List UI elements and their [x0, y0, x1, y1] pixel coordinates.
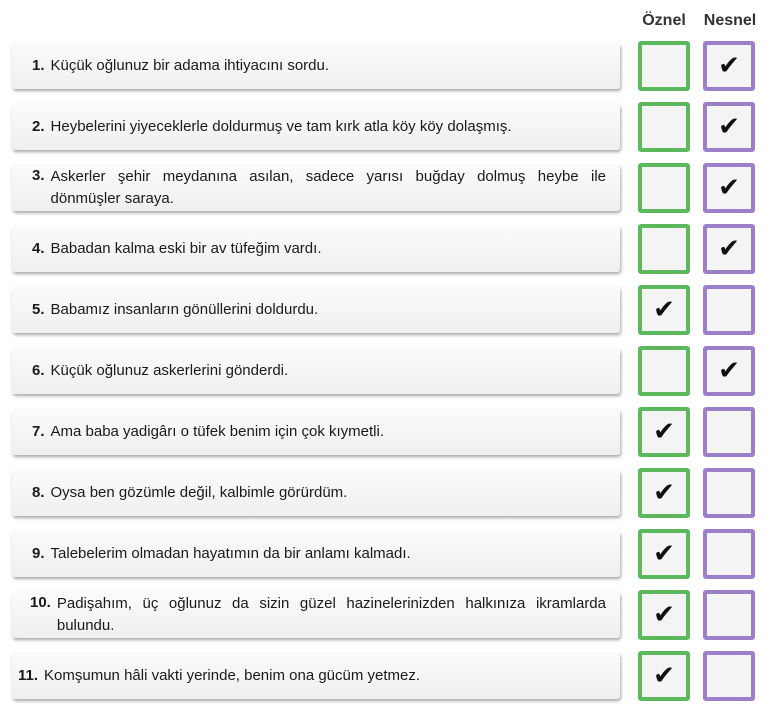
nesnel-checkbox[interactable]: [703, 407, 755, 457]
statement-text-box: [12, 531, 620, 577]
statement-text-box: [12, 592, 620, 638]
nesnel-checkbox[interactable]: [703, 590, 755, 640]
statement-text-box: [12, 470, 620, 516]
oznel-checkbox[interactable]: ✔: [638, 407, 690, 457]
statement-row: [0, 468, 771, 524]
statement-text-box: [12, 43, 620, 89]
statement-number: 8.: [32, 484, 45, 501]
nesnel-checkbox[interactable]: [703, 468, 755, 518]
nesnel-checkbox[interactable]: ✔: [703, 41, 755, 91]
statement-row: [0, 163, 771, 219]
statement-number: 3.: [32, 167, 45, 184]
statement-text-box: [12, 409, 620, 455]
statement-row: [0, 529, 771, 585]
statement-number: 7.: [32, 423, 45, 440]
statement-number: 10.: [30, 594, 51, 611]
statement-text-box: [12, 653, 620, 699]
oznel-checkbox[interactable]: [638, 346, 690, 396]
column-header-oznel: Öznel: [642, 12, 686, 29]
statement-row: [0, 407, 771, 463]
statement-number: 2.: [32, 118, 45, 135]
statement-text: Oysa ben gözümle değil, kalbimle görürdüm.: [50, 484, 348, 501]
statement-row: [0, 224, 771, 280]
statement-number: 4.: [32, 240, 45, 257]
statement-text: Komşumun hâli vakti yerinde, benim ona gücüm yetmez.: [44, 667, 421, 684]
oznel-checkbox[interactable]: [638, 41, 690, 91]
statement-number: 9.: [32, 545, 45, 562]
statement-row: [0, 285, 771, 341]
nesnel-checkbox[interactable]: [703, 285, 755, 335]
oznel-checkbox[interactable]: ✔: [638, 285, 690, 335]
nesnel-checkbox[interactable]: ✔: [703, 224, 755, 274]
statement-row: [0, 590, 771, 646]
statement-text-box: [12, 226, 620, 272]
statement-number: 5.: [32, 301, 45, 318]
statement-text: Padişahım, üç oğlunuz da sizin güzel hazinelerinizden halkınıza ikramlarda bulundu.: [56, 595, 606, 634]
nesnel-checkbox[interactable]: [703, 651, 755, 701]
nesnel-checkbox[interactable]: ✔: [703, 163, 755, 213]
oznel-checkbox[interactable]: ✔: [638, 590, 690, 640]
nesnel-checkbox[interactable]: ✔: [703, 346, 755, 396]
statement-number: 1.: [32, 57, 45, 74]
statement-row: [0, 651, 771, 707]
statement-row: [0, 102, 771, 158]
oznel-checkbox[interactable]: ✔: [638, 651, 690, 701]
statement-text: Ama baba yadigârı o tüfek benim için çok kıymetli.: [50, 423, 385, 440]
statement-text: Talebelerim olmadan hayatımın da bir anlamı kalmadı.: [50, 545, 411, 562]
statement-text: Askerler şehir meydanına asılan, sadece yarısı buğday dolmuş heybe ile dönmüşler saraya.: [50, 168, 606, 207]
statement-text-box: [12, 165, 620, 211]
column-header-nesnel: Nesnel: [703, 12, 757, 29]
statement-text-box: [12, 104, 620, 150]
statement-number: 11.: [18, 667, 39, 684]
statement-number: 6.: [32, 362, 45, 379]
statement-text: Heybelerini yiyeceklerle doldurmuş ve tam kırk atla köy köy dolaşmış.: [50, 118, 512, 135]
statement-text: Babamız insanların gönüllerini doldurdu.: [50, 301, 319, 318]
oznel-checkbox[interactable]: [638, 224, 690, 274]
oznel-checkbox[interactable]: ✔: [638, 468, 690, 518]
oznel-checkbox[interactable]: [638, 102, 690, 152]
statement-text-box: [12, 348, 620, 394]
oznel-checkbox[interactable]: [638, 163, 690, 213]
nesnel-checkbox[interactable]: [703, 529, 755, 579]
statement-text: Küçük oğlunuz bir adama ihtiyacını sordu.: [50, 57, 330, 74]
statement-text: Babadan kalma eski bir av tüfeğim vardı.: [50, 240, 322, 257]
nesnel-checkbox[interactable]: ✔: [703, 102, 755, 152]
statement-text-box: [12, 287, 620, 333]
statement-text: Küçük oğlunuz askerlerini gönderdi.: [50, 362, 289, 379]
oznel-checkbox[interactable]: ✔: [638, 529, 690, 579]
statement-row: [0, 346, 771, 402]
statement-row: [0, 41, 771, 97]
